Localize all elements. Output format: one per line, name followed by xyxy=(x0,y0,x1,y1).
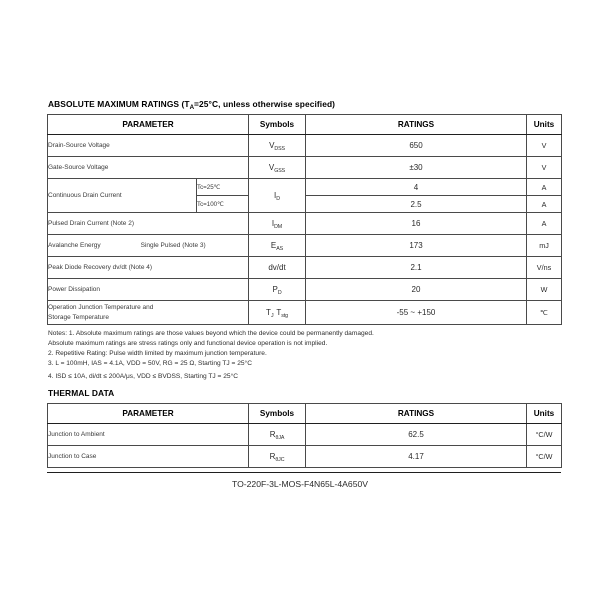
thermal-column-header-symbols: Symbols xyxy=(249,403,306,423)
table-row xyxy=(48,257,562,279)
param-junction-temp-line2: Storage Temperature xyxy=(48,313,109,321)
symbol-eas: $E_{AS}$ xyxy=(249,235,306,257)
param-peak-diode-recovery: Peak Diode Recovery dv/dt (Note 4) xyxy=(48,257,249,279)
table-row xyxy=(48,423,562,445)
param-junction-storage-temperature xyxy=(48,301,249,325)
param-pulsed-drain-current: Pulsed Drain Current (Note 2) xyxy=(48,213,249,235)
unit-junction-to-case: °C/W xyxy=(527,445,562,467)
symbol-pd: $P_D$ xyxy=(249,279,306,301)
note-1-line-1: Notes: 1. Absolute maximum ratings are those values beyond which the device could be permanently damaged. xyxy=(48,330,374,337)
thermal-column-header-units: Units xyxy=(527,403,562,423)
param-avalanche-energy: Avalanche Energy Single Pulsed (Note 3) xyxy=(48,235,249,257)
rating-pulsed-drain-current: 16 xyxy=(306,213,527,235)
thermal-data-section xyxy=(47,388,561,468)
condition-tc-25: Tc=25℃ xyxy=(197,179,249,196)
symbol-idm: $I_{DM}$ xyxy=(249,213,306,235)
table-row xyxy=(48,213,562,235)
symbol-tj-tstg: $T_J$ $T_{stg}$ xyxy=(249,301,306,325)
unit-pulsed-drain-current: A xyxy=(527,213,562,235)
rating-gate-source-voltage: ±30 xyxy=(306,157,527,179)
footer-divider xyxy=(47,472,561,473)
unit-junction-to-ambient: °C/W xyxy=(527,423,562,445)
param-drain-source-voltage: Drain-Source Voltage xyxy=(48,135,249,157)
unit-continuous-drain-current-25c: A xyxy=(527,179,562,196)
unit-drain-source-voltage: V xyxy=(527,135,562,157)
rating-power-dissipation: 20 xyxy=(306,279,527,301)
table-header-row xyxy=(48,403,562,423)
abs-max-title-suffix: =25°C, unless otherwise specified) xyxy=(194,99,336,109)
unit-avalanche-energy: mJ xyxy=(527,235,562,257)
unit-junction-storage-temperature: ℃ xyxy=(527,301,562,325)
column-header-units: Units xyxy=(527,115,562,135)
symbol-rthja: $R_{\theta JA}$ xyxy=(249,423,306,445)
note-1-line-2: Absolute maximum ratings are stress ratings only and functional device operation is not implied. xyxy=(48,340,328,348)
rating-continuous-drain-current-25c: 4 xyxy=(306,179,527,196)
unit-continuous-drain-current-100c: A xyxy=(527,196,562,213)
thermal-section-title: THERMAL DATA xyxy=(48,387,115,398)
symbol-dvdt: dv/dt xyxy=(249,257,306,279)
column-header-symbols: Symbols xyxy=(249,115,306,135)
footer-part-number: TO-220F-3L-MOS-F4N65L-4A650V xyxy=(232,479,368,489)
table-row xyxy=(48,235,562,257)
param-continuous-drain-current: Continuous Drain Current xyxy=(48,179,197,213)
note-4: 4. ISD ≤ 10A, di/dt ≤ 200A/μs, VDD ≤ BVDSS, Starting TJ = 25°C xyxy=(48,372,238,380)
rating-junction-to-case: 4.17 xyxy=(306,445,527,467)
rating-junction-to-ambient: 62.5 xyxy=(306,423,527,445)
abs-max-title-subscript: A xyxy=(189,103,195,111)
unit-power-dissipation: W xyxy=(527,279,562,301)
absolute-maximum-ratings-table xyxy=(47,114,562,325)
symbol-vgss: $V_{GSS}$ xyxy=(249,157,306,179)
table-row xyxy=(48,301,562,325)
notes-block xyxy=(48,329,561,382)
table-row xyxy=(48,445,562,467)
symbol-id: $I_D$ xyxy=(249,179,306,213)
param-junction-to-ambient: Junction to Ambient xyxy=(48,423,249,445)
page-content xyxy=(47,99,561,468)
table-row xyxy=(48,135,562,157)
thermal-data-table xyxy=(47,403,562,468)
param-avalanche-energy-condition: Single Pulsed (Note 3) xyxy=(140,242,206,249)
column-header-parameter: PARAMETER xyxy=(48,115,249,135)
rating-junction-storage-temperature: -55 ~ +150 xyxy=(306,301,527,325)
symbol-rthjc: $R_{\theta JC}$ xyxy=(249,445,306,467)
abs-max-title-prefix: ABSOLUTE MAXIMUM RATINGS (T xyxy=(48,99,190,109)
note-3: 3. L = 100mH, IAS = 4.1A, VDD = 50V, RG = 25 Ω, Starting TJ = 25°C xyxy=(48,360,252,368)
thermal-column-header-ratings: RATINGS xyxy=(306,403,527,423)
param-gate-source-voltage: Gate-Source Voltage xyxy=(48,157,249,179)
unit-gate-source-voltage: V xyxy=(527,157,562,179)
rating-continuous-drain-current-100c: 2.5 xyxy=(306,196,527,213)
table-header-row xyxy=(48,115,562,135)
thermal-column-header-parameter: PARAMETER xyxy=(48,403,249,423)
table-row xyxy=(48,157,562,179)
unit-peak-diode-recovery: V/ns xyxy=(527,257,562,279)
param-power-dissipation: Power Dissipation xyxy=(48,279,249,301)
rating-drain-source-voltage: 650 xyxy=(306,135,527,157)
symbol-vdss: $V_{DSS}$ xyxy=(249,135,306,157)
table-row xyxy=(48,279,562,301)
abs-max-section-title xyxy=(48,99,561,109)
rating-avalanche-energy: 173 xyxy=(306,235,527,257)
table-row xyxy=(48,179,562,196)
rating-peak-diode-recovery: 2.1 xyxy=(306,257,527,279)
note-2: 2. Repetitive Rating: Pulse width limited by maximum junction temperature. xyxy=(48,350,267,358)
param-junction-to-case: Junction to Case xyxy=(48,445,249,467)
condition-tc-100: Tc=100℃ xyxy=(197,196,249,213)
column-header-ratings: RATINGS xyxy=(306,115,527,135)
param-junction-temp-line1: Operation Junction Temperature and xyxy=(48,304,154,312)
